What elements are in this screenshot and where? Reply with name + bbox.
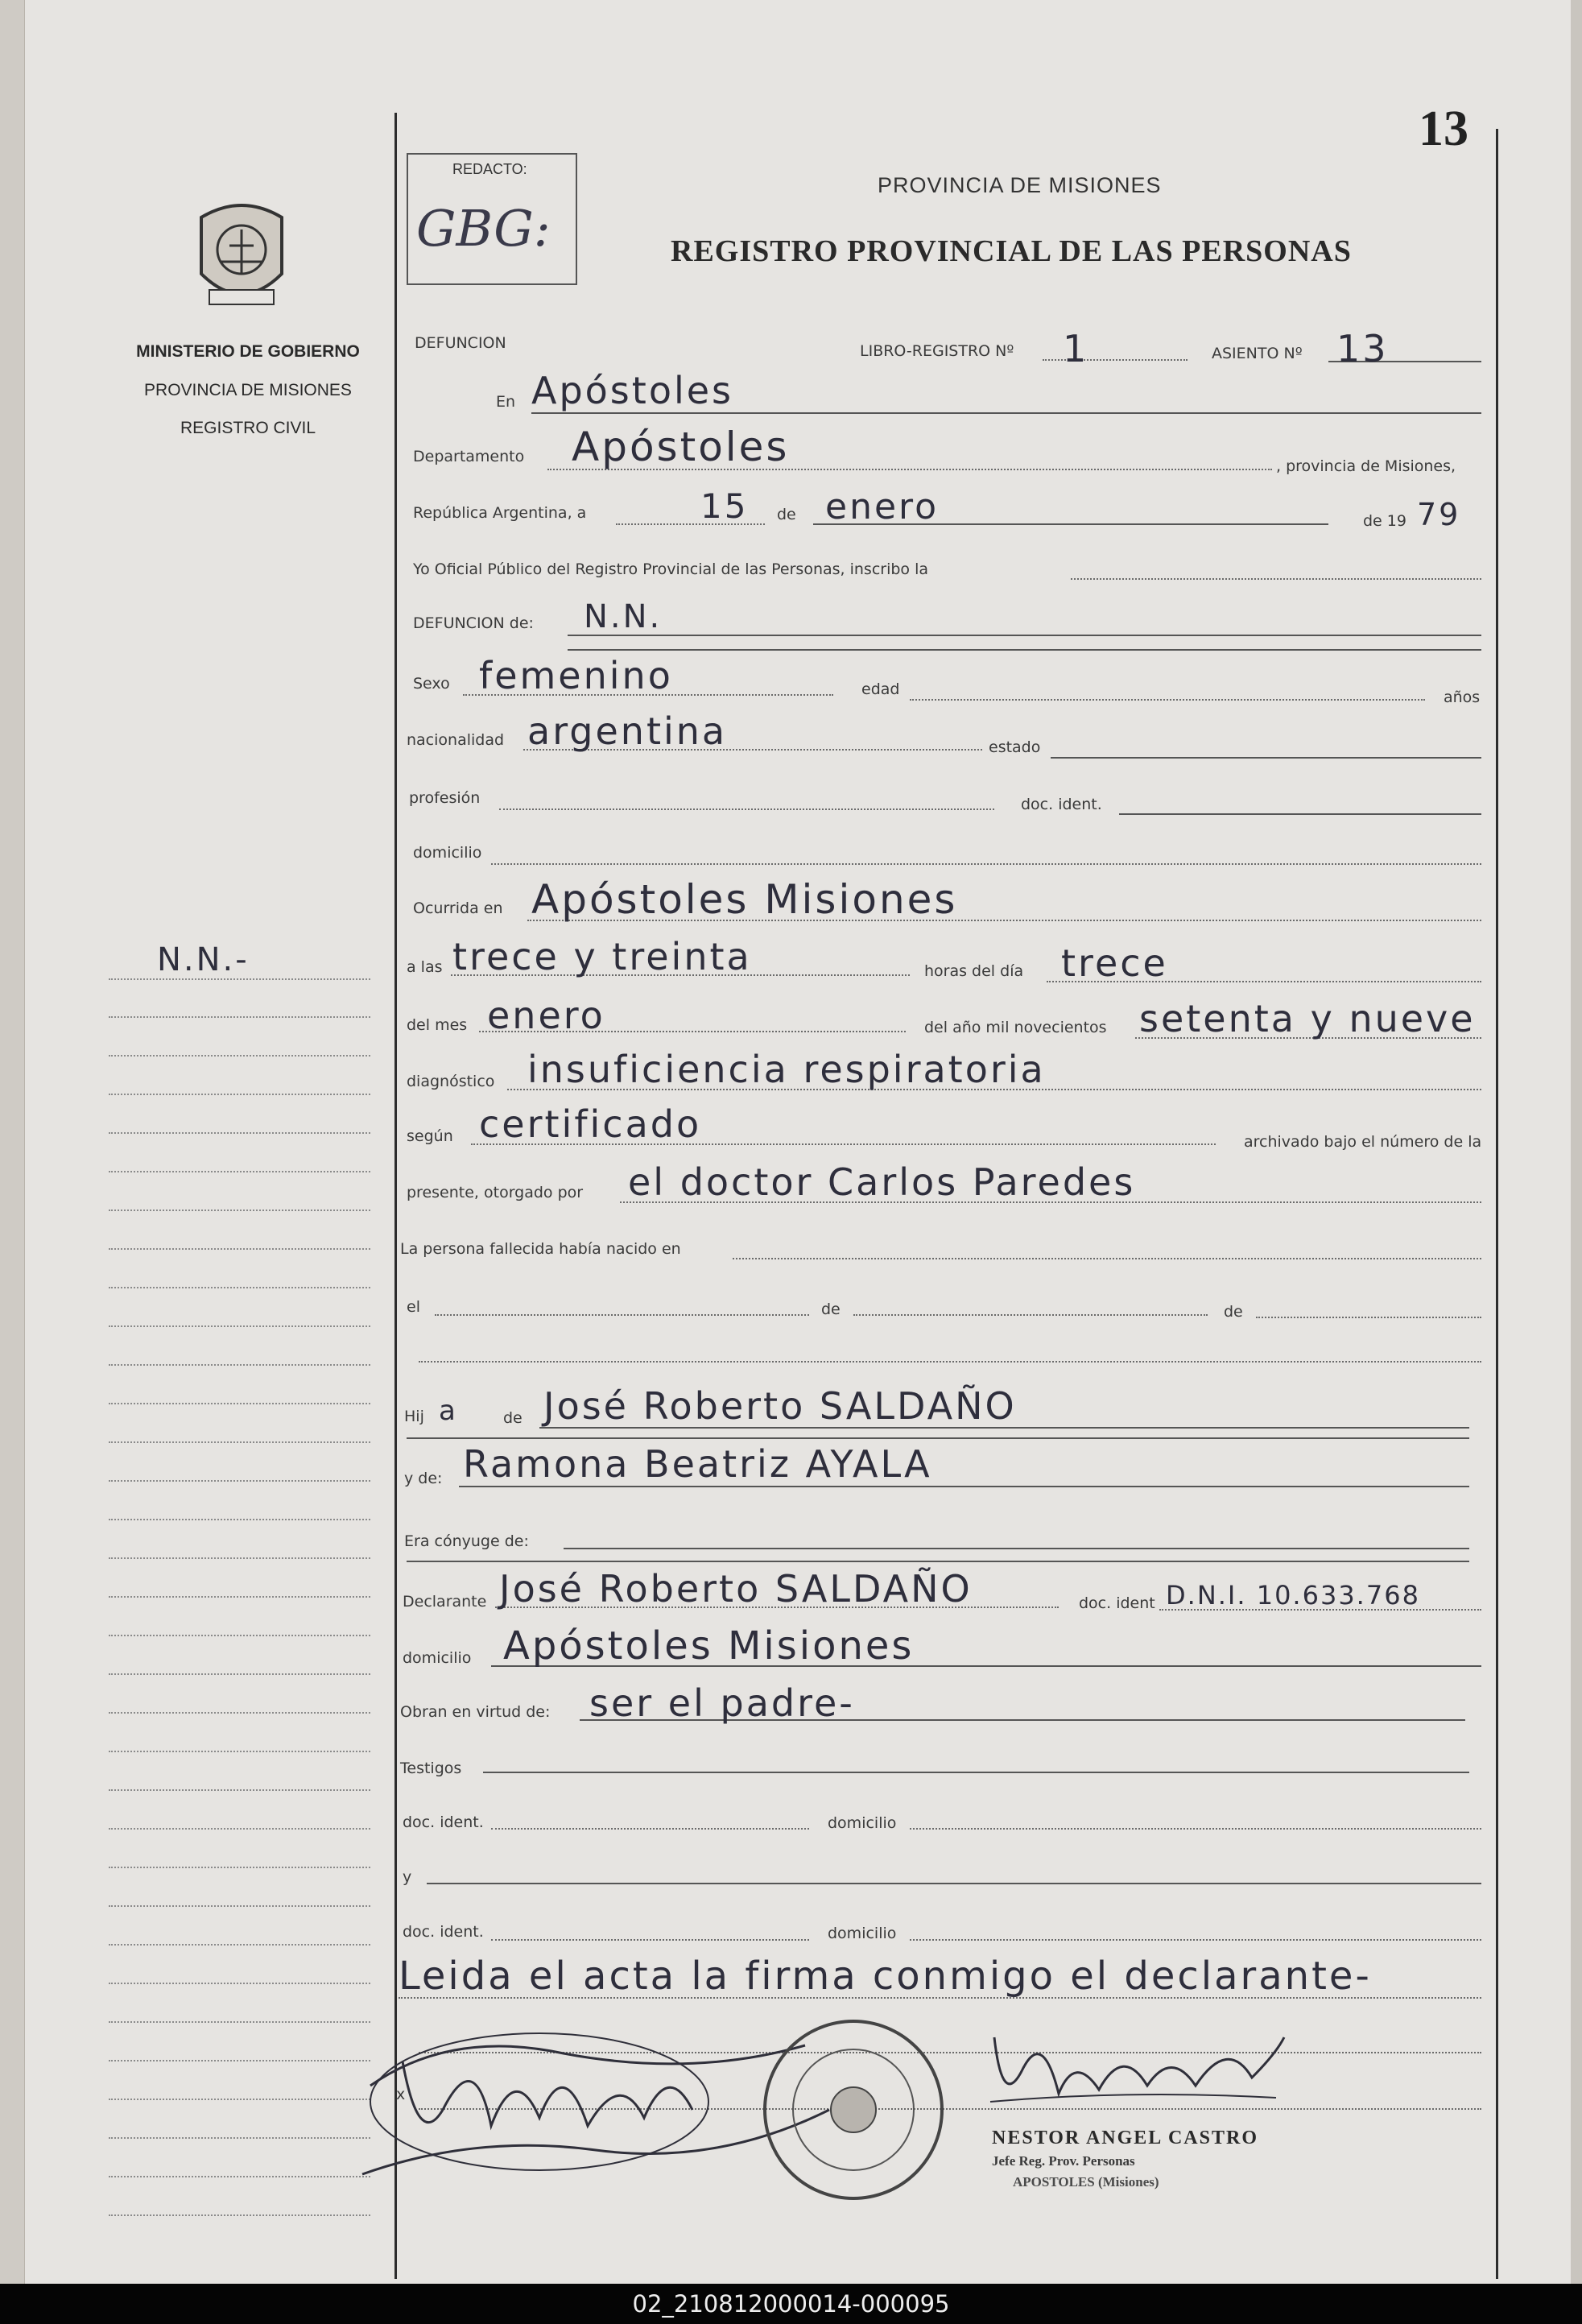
margin-line xyxy=(109,1171,370,1172)
value-diagnostico: insuficiencia respiratoria xyxy=(527,1048,1046,1091)
label-diagnostico: diagnóstico xyxy=(407,1073,495,1090)
field-line xyxy=(459,1486,1469,1487)
value-ano-ocurrido: setenta y nueve xyxy=(1139,997,1476,1040)
label-nacido-en: La persona fallecida había nacido en xyxy=(400,1240,681,1258)
value-libro: 1 xyxy=(1063,327,1089,370)
margin-line xyxy=(109,1944,370,1946)
field-line xyxy=(1051,757,1481,759)
label-presente: presente, otorgado por xyxy=(407,1184,584,1201)
margin-line xyxy=(109,1287,370,1288)
page-edge xyxy=(1571,0,1582,2284)
value-declarante: José Roberto SALDAÑO xyxy=(499,1567,973,1611)
field-line xyxy=(853,1314,1208,1316)
margin-line xyxy=(109,1016,370,1018)
value-domicilio-decl: Apóstoles Misiones xyxy=(503,1623,915,1669)
label-doc-ident-decl: doc. ident xyxy=(1079,1594,1155,1612)
label-de-nac-2: de xyxy=(1224,1303,1243,1321)
field-line xyxy=(491,1939,809,1941)
value-hora: trece y treinta xyxy=(452,935,752,978)
value-padre: José Roberto SALDAÑO xyxy=(543,1384,1017,1428)
margin-line xyxy=(109,1325,370,1327)
label-y-de: y de: xyxy=(404,1470,443,1487)
field-line xyxy=(427,1883,1481,1884)
image-footer-id: 02_210812000014-000095 xyxy=(0,2284,1582,2324)
value-dni: D.N.I. 10.633.768 xyxy=(1166,1580,1420,1611)
margin-line xyxy=(109,1751,370,1752)
label-domicilio-t1: domicilio xyxy=(828,1814,897,1832)
field-line xyxy=(407,1561,1469,1562)
value-departamento: Apóstoles xyxy=(572,424,790,470)
label-nacionalidad: nacionalidad xyxy=(407,731,505,749)
label-a-las: a las xyxy=(407,958,443,976)
label-de-padre: de xyxy=(503,1409,523,1427)
field-line xyxy=(910,699,1425,701)
label-anos: años xyxy=(1444,689,1481,706)
margin-line xyxy=(109,1480,370,1482)
label-domicilio-decl: domicilio xyxy=(403,1649,472,1667)
label-testigos: Testigos xyxy=(400,1760,462,1777)
label-doc-ident-t2: doc. ident. xyxy=(403,1923,484,1941)
margin-line xyxy=(109,2214,370,2216)
margin-line xyxy=(109,1132,370,1134)
redacto-initials: GBG: xyxy=(416,199,551,258)
margin-line xyxy=(109,1983,370,1984)
left-heading-registro: REGISTRO CIVIL xyxy=(180,419,316,437)
label-de19: de 19 xyxy=(1363,512,1406,530)
officer-signature xyxy=(986,2021,1292,2118)
margin-line xyxy=(109,1441,370,1443)
label-domicilio: domicilio xyxy=(413,844,482,862)
field-line xyxy=(531,412,1481,414)
margin-line xyxy=(109,1519,370,1520)
value-madre: Ramona Beatriz AYALA xyxy=(463,1442,932,1486)
label-ocurrida: Ocurrida en xyxy=(413,899,503,917)
margin-line xyxy=(109,1712,370,1714)
margin-line xyxy=(109,1905,370,1907)
field-line xyxy=(733,1258,1481,1259)
label-el: el xyxy=(407,1298,420,1316)
label-republica: República Argentina, a xyxy=(413,504,587,522)
label-doc-ident: doc. ident. xyxy=(1021,796,1102,813)
margin-line xyxy=(109,1094,370,1095)
redacto-box xyxy=(407,153,577,285)
label-defuncion-type: DEFUNCION xyxy=(415,334,506,352)
value-dia: 15 xyxy=(700,486,749,526)
value-otorgado: el doctor Carlos Paredes xyxy=(628,1160,1136,1204)
field-line xyxy=(491,1828,809,1830)
label-asiento: ASIENTO Nº xyxy=(1212,345,1303,362)
label-defuncion-de: DEFUNCION de: xyxy=(413,614,534,632)
label-obran: Obran en virtud de: xyxy=(400,1703,551,1721)
value-ano: 79 xyxy=(1417,497,1461,532)
label-doc-ident-t1: doc. ident. xyxy=(403,1813,484,1831)
value-dia-num: trece xyxy=(1061,941,1168,985)
label-horas-del-dia: horas del día xyxy=(924,962,1024,980)
margin-line xyxy=(109,2176,370,2177)
margin-line xyxy=(109,1248,370,1250)
value-sexo: femenino xyxy=(479,654,673,697)
label-de: de xyxy=(777,506,796,523)
field-line xyxy=(910,1828,1481,1830)
margin-line xyxy=(109,2021,370,2023)
value-asiento: 13 xyxy=(1336,327,1389,370)
margin-note: N.N.- xyxy=(157,941,250,978)
field-line xyxy=(1256,1317,1481,1318)
value-hija-suffix: a xyxy=(439,1395,458,1427)
margin-line xyxy=(109,1364,370,1366)
label-sexo: Sexo xyxy=(413,675,450,693)
label-archivado: archivado bajo el número de la xyxy=(1244,1133,1482,1151)
margin-line xyxy=(109,1828,370,1830)
margin-line xyxy=(109,1673,370,1675)
label-hij: Hij xyxy=(404,1408,424,1425)
label-conyuge: Era cónyuge de: xyxy=(404,1532,529,1550)
value-en: Apóstoles xyxy=(531,369,734,412)
officer-stamp-name: NESTOR ANGEL CASTRO xyxy=(992,2128,1258,2148)
field-line xyxy=(483,1772,1469,1773)
field-line xyxy=(491,863,1481,865)
official-seal-icon xyxy=(757,2013,950,2206)
value-ocurrida: Apóstoles Misiones xyxy=(531,876,958,923)
officer-stamp-title: Jefe Reg. Prov. Personas xyxy=(992,2153,1135,2169)
label-de-nac: de xyxy=(821,1301,841,1318)
left-heading-ministerio: MINISTERIO DE GOBIERNO xyxy=(136,342,360,361)
margin-line xyxy=(109,1210,370,1211)
page-number: 13 xyxy=(1419,101,1468,156)
label-declarante: Declarante xyxy=(403,1593,487,1611)
margin-line xyxy=(109,2099,370,2100)
value-nombre: N.N. xyxy=(584,598,663,635)
margin-line xyxy=(109,2060,370,2061)
margin-line xyxy=(109,1557,370,1559)
margin-line xyxy=(109,2137,370,2139)
margin-line xyxy=(109,1403,370,1404)
label-en: En xyxy=(496,393,516,411)
value-obran: ser el padre- xyxy=(589,1681,855,1725)
label-y: y xyxy=(403,1868,412,1886)
field-line xyxy=(910,1939,1481,1941)
value-segun: certificado xyxy=(479,1102,702,1146)
redacto-label: REDACTO: xyxy=(452,161,527,177)
label-estado: estado xyxy=(989,738,1041,756)
label-provincia-suffix: , provincia de Misiones, xyxy=(1276,457,1456,475)
field-line xyxy=(435,1314,809,1316)
field-line xyxy=(407,1437,1469,1439)
field-line xyxy=(499,808,994,810)
officer-stamp-location: APOSTOLES (Misiones) xyxy=(1013,2174,1159,2190)
field-line xyxy=(568,649,1481,651)
field-line xyxy=(419,1361,1481,1363)
margin-line xyxy=(109,1055,370,1057)
margin-line xyxy=(109,1635,370,1636)
value-nacionalidad: argentina xyxy=(527,709,728,753)
header-provincia: PROVINCIA DE MISIONES xyxy=(878,173,1162,197)
label-libro: LIBRO-REGISTRO Nº xyxy=(860,342,1014,360)
header-registro: REGISTRO PROVINCIAL DE LAS PERSONAS xyxy=(671,234,1352,268)
label-x: x xyxy=(396,2086,406,2103)
label-profesion: profesión xyxy=(409,789,481,807)
margin-line xyxy=(109,1867,370,1868)
left-heading-provincia: PROVINCIA DE MISIONES xyxy=(144,381,352,399)
margin-line xyxy=(109,978,370,980)
label-segun: según xyxy=(407,1127,453,1145)
label-edad: edad xyxy=(861,680,900,698)
label-departamento: Departamento xyxy=(413,448,525,465)
margin-line xyxy=(109,1596,370,1598)
book-spine xyxy=(0,0,25,2284)
field-line xyxy=(564,1548,1469,1549)
value-mes: enero xyxy=(825,486,940,527)
value-mes-ocurrido: enero xyxy=(487,994,605,1037)
field-line xyxy=(568,635,1481,636)
closing-statement: Leida el acta la firma conmigo el declarante- xyxy=(399,1954,1372,1999)
label-oficial: Yo Oficial Público del Registro Provincial de las Personas, inscribo la xyxy=(413,560,929,578)
label-del-mes: del mes xyxy=(407,1016,468,1034)
margin-line xyxy=(109,1789,370,1791)
label-domicilio-t2: domicilio xyxy=(828,1925,897,1942)
field-line xyxy=(1071,578,1481,580)
label-del-ano: del año mil novecientos xyxy=(924,1019,1107,1036)
field-line xyxy=(1119,813,1481,815)
margin-rule-right xyxy=(1496,129,1498,2279)
coat-of-arms-icon xyxy=(189,197,294,318)
